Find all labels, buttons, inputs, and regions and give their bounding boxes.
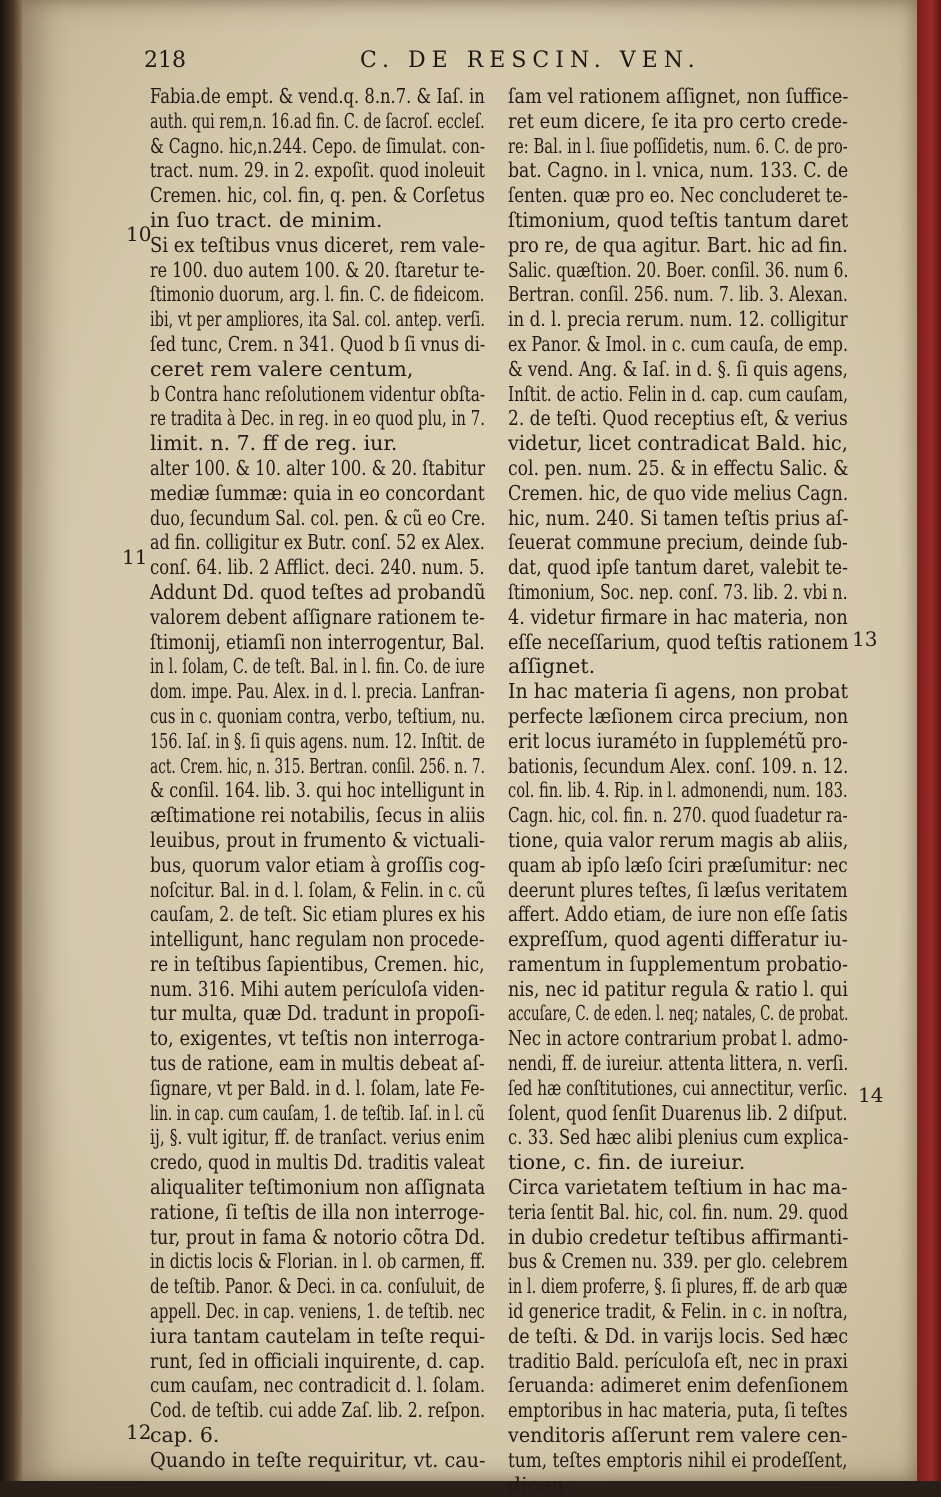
- text-line: duo, ſecundum Sal. col. pen. & cũ eo Cre.: [150, 505, 486, 530]
- running-title: C. DE RESCIN. VEN.: [360, 48, 701, 73]
- text-line: & vend. Ang. & Iaſ. in d. §. ſi quis agens,: [508, 356, 848, 381]
- text-line: quam ab ipſo læſo ſciri præſumitur: nec: [508, 852, 848, 877]
- text-line: in l. diem proferre, §. ſi plures, ff. de arb quæ: [508, 1274, 848, 1299]
- text-line: dicen-: [508, 1472, 572, 1497]
- left-text-column: [150, 84, 485, 1473]
- text-line: perfecte læſionem circa precium, non: [508, 703, 849, 728]
- text-line: ret eum dicere, ſe ita pro certo crede-: [508, 108, 848, 133]
- text-line: Inſtit. de actio. Felin in d. cap. cum cauſam,: [508, 381, 848, 406]
- text-line: Fabia.de empt. & vend.q. 8.n.7. & Iaſ. in: [150, 84, 485, 108]
- book-spine-edge: [0, 0, 22, 1481]
- text-line: deerunt plures teſtes, ſi læſus veritatem: [508, 877, 848, 902]
- text-line: tus de ratione, eam in multis debeat aſ-: [150, 1051, 485, 1076]
- text-line: Cagn. hic, col. fin. n. 270. quod ſuadetur ra-: [508, 803, 848, 828]
- text-line: emptoribus in hac materia, puta, ſi teſtes: [508, 1398, 848, 1423]
- text-line: expreſſum, quod agenti differatur iu-: [508, 927, 848, 952]
- text-line: ſed hæ conſtitutiones, cui annectitur, verſic.: [508, 1075, 848, 1100]
- text-line: col. fin. lib. 4. Rip. in l. admonendi, num. 183.: [508, 778, 848, 803]
- text-line: tract. num. 29. in 2. expoſit. quod inoleuit: [150, 158, 485, 183]
- text-line: pro re, de qua agitur. Bart. hic ad fin.: [508, 232, 848, 257]
- text-line: bat. Cagno. in l. vnica, num. 133. C. de: [508, 158, 849, 183]
- text-line: ſam vel rationem aſſignet, non ſuffice-: [508, 84, 849, 108]
- text-line: ſed tunc, Crem. n 341. Quod b ſi vnus di-: [150, 331, 486, 356]
- text-line: tur multa, quæ Dd. tradunt in propoſi-: [150, 1001, 485, 1026]
- text-line: eſſe neceſſarium, quod teſtis rationem: [508, 629, 849, 654]
- text-line: cus in c. quoniam contra, verbo, teſtium, nu.: [150, 703, 486, 728]
- text-line: & conſil. 164. lib. 3. qui hoc intelligunt in: [150, 778, 485, 803]
- text-line: Addunt Dd. quod teſtes ad probandũ: [150, 579, 486, 604]
- text-line: ex Panor. & Imol. in c. cum cauſa, de emp.: [508, 331, 848, 356]
- text-line: lin. in cap. cum cauſam, 1. de teſtib. Iaſ. in l. cũ: [150, 1100, 485, 1125]
- text-line: aſſignet.: [508, 654, 596, 679]
- text-line: ſtimonium, quod teſtis tantum daret: [508, 207, 849, 232]
- text-line: Cremen. hic, col. fin, q. pen. & Corſetus: [150, 183, 485, 208]
- margin-number: 13: [852, 627, 878, 651]
- text-line: auth. qui rem,n. 16.ad fin. C. de ſacroſ. eccleſ.: [150, 108, 485, 133]
- text-line: in ſuo tract. de minim.: [150, 207, 383, 232]
- text-line: 2. de teſti. Quod receptius eſt, & verius: [508, 406, 848, 431]
- text-line: ramentum in ſupplementum probatio-: [508, 951, 848, 976]
- text-line: ibi, vt per ampliores, ita Sal. col. antep. verſi.: [150, 307, 485, 332]
- right-text-column: [508, 84, 848, 1497]
- text-line: erit locus iuraméto in ſupplemétũ pro-: [508, 728, 848, 753]
- text-line: affert. Addo etiam, de iure non eſſe ſatis: [508, 902, 848, 927]
- text-line: Nec in actore contrarium probat l. admo-: [508, 1026, 849, 1051]
- text-line: bus & Cremen nu. 339. per glo. celebrem: [508, 1249, 848, 1274]
- text-line: appell. Dec. in cap. veniens, 1. de teſtib. nec: [150, 1299, 485, 1324]
- text-line: tione, quia valor rerum magis ab aliis,: [508, 827, 849, 852]
- text-line: c. 33. Sed hæc alibi plenius cum explica-: [508, 1125, 849, 1150]
- text-line: to, exigentes, vt teſtis non interroga-: [150, 1026, 486, 1051]
- text-line: cauſam, 2. de teſt. Sic etiam plures ex his: [150, 902, 486, 927]
- text-line: in dubio credetur teſtibus affirmanti-: [508, 1224, 849, 1249]
- text-line: ſignare, vt per Bald. in d. l. ſolam, late Fe-: [150, 1075, 485, 1100]
- text-line: Circa varietatem teſtium in hac ma-: [508, 1175, 848, 1200]
- text-line: valorem debent aſſignare rationem te-: [150, 604, 485, 629]
- text-line: alter 100. & 10. alter 100. & 20. ſtabitur: [150, 455, 486, 480]
- text-line: In hac materia ſi agens, non probat: [508, 679, 849, 704]
- text-line: re tradita à Dec. in reg. in eo quod plu, in 7.: [150, 406, 485, 431]
- text-line: dat, quod ipſe tantum daret, valebit te-: [508, 555, 848, 580]
- text-line: 4. videtur firmare in hac materia, non: [508, 604, 848, 629]
- text-line: hic, num. 240. Si tamen teſtis prius aſ-: [508, 505, 849, 530]
- text-line: tum, teſtes emptoris nihil ei prodeſſent,: [508, 1447, 848, 1472]
- text-line: iura tantam cautelam in teſte requi-: [150, 1323, 486, 1348]
- text-line: de teſtib. Panor. & Deci. in ca. conſuluit, de: [150, 1274, 485, 1299]
- text-line: Si ex teſtibus vnus diceret, rem vale-: [150, 232, 486, 257]
- text-line: cum cauſam, nec contradicit d. l. ſolam.: [150, 1373, 486, 1398]
- text-line: tur, prout in fama & notorio cõtra Dd.: [150, 1224, 486, 1249]
- text-line: ſolent, quod ſenſit Duarenus lib. 2 diſput.: [508, 1100, 848, 1125]
- text-line: num. 316. Mihi autem perículoſa viden-: [150, 976, 485, 1001]
- text-line: col. pen. num. 25. & in effectu Salic. &: [508, 455, 849, 480]
- text-line: in d. l. precia rerum. num. 12. colligitur: [508, 307, 848, 332]
- text-line: ceret rem valere centum,: [150, 356, 414, 381]
- text-line: ſeuerat commune precium, deinde ſub-: [508, 530, 848, 555]
- text-line: act. Crem. hic, n. 315. Bertran. conſil. 256. n. 7.: [150, 753, 485, 778]
- text-line: intelligunt, hanc regulam non procede-: [150, 927, 485, 952]
- text-line: bus, quorum valor etiam à groſſis cog-: [150, 852, 486, 877]
- text-line: ſtimonio duorum, arg. l. fin. C. de fideicom.: [150, 282, 485, 307]
- text-line: nis, nec id patitur regula & ratio l. qui: [508, 976, 849, 1001]
- text-line: ſtimonij, etiamſi non interrogentur, Bal.: [150, 629, 485, 654]
- text-line: re 100. duo autem 100. & 20. ſtaretur te-: [150, 257, 485, 282]
- text-line: id generice tradit, & Felin. in c. in noſtra,: [508, 1299, 848, 1324]
- text-line: mediæ ſummæ: quia in eo concordant: [150, 480, 485, 505]
- text-line: ij, §. vult igitur, ff. de tranſact. verius enim: [150, 1125, 485, 1150]
- text-line: Cremen. hic, de quo vide melius Cagn.: [508, 480, 849, 505]
- text-line: 156. Iaſ. in §. ſi quis agens. num. 12. Inſtit. de: [150, 728, 485, 753]
- text-line: aliqualiter teſtimonium non aſſignata: [150, 1175, 486, 1200]
- text-line: de teſti. & Dd. in varijs locis. Sed hæc: [508, 1323, 849, 1348]
- text-line: leuibus, prout in frumento & victuali-: [150, 827, 486, 852]
- margin-number: 14: [858, 1083, 884, 1107]
- text-line: limit. n. 7. ff de reg. iur.: [150, 431, 398, 456]
- text-line: b Contra hanc reſolutionem videntur obſta-: [150, 381, 486, 406]
- text-line: ad fin. colligitur ex Butr. conſ. 52 ex Alex.: [150, 530, 485, 555]
- text-line: conſ. 64. lib. 2 Afflict. deci. 240. num. 5.: [150, 555, 485, 580]
- folio-number: 218: [144, 48, 186, 73]
- text-line: videtur, licet contradicat Bald. hic,: [508, 431, 848, 456]
- text-line: ratione, ſi teſtis de illa non interroge-: [150, 1199, 485, 1224]
- text-line: in dictis locis & Florian. in l. ob carmen, ff.: [150, 1249, 486, 1274]
- text-line: Salic. quæſtion. 20. Boer. conſil. 36. num 6.: [508, 257, 849, 282]
- text-line: & Cagno. hic,n.244. Cepo. de ſimulat. con-: [150, 133, 486, 158]
- text-line: dom. impe. Pau. Alex. in d. l. precia. Lanfran-: [150, 679, 485, 704]
- margin-number: 10: [126, 222, 152, 246]
- text-line: noſcitur. Bal. in d. l. ſolam, & Felin. in c. cũ: [150, 877, 486, 902]
- text-line: teria ſentit Bal. hic, col. fin. num. 29. quod: [508, 1199, 849, 1224]
- text-line: accuſare, C. de eden. l. neq; natales, C. de probat.: [508, 1001, 849, 1026]
- text-line: æſtimatione rei notabilis, ſecus in aliis: [150, 803, 486, 828]
- text-line: ſenten. quæ pro eo. Nec concluderet te-: [508, 183, 848, 208]
- text-line: traditio Bald. perículoſa eſt, nec in praxi: [508, 1348, 848, 1373]
- text-line: nendi, ff. de iureiur. attenta littera, n. verſi.: [508, 1051, 849, 1076]
- text-line: Quando in teſte requiritur, vt. cau-: [150, 1447, 486, 1472]
- text-line: venditoris aſſerunt rem valere cen-: [508, 1423, 848, 1448]
- text-line: Bertran. conſil. 256. num. 7. lib. 3. Alexan.: [508, 282, 848, 307]
- text-line: Cod. de teſtib. cui adde Zaſ. lib. 2. reſpon.: [150, 1398, 486, 1423]
- page-header: [120, 48, 880, 78]
- text-line: cap. 6.: [150, 1423, 220, 1448]
- margin-number: 11: [122, 545, 148, 569]
- text-line: ſtimonium, Soc. nep. conſ. 73. lib. 2. vbi n.: [508, 579, 848, 604]
- text-line: bationis, ſecundum Alex. conſ. 109. n. 12.: [508, 753, 849, 778]
- text-line: ſeruanda: adimeret enim defenſionem: [508, 1373, 849, 1398]
- text-line: re in teſtibus ſapientibus, Cremen. hic,: [150, 951, 485, 976]
- text-line: credo, quod in multis Dd. traditis valeat: [150, 1150, 485, 1175]
- text-line: in l. ſolam, C. de teſt. Bal. in l. fin. Co. de iure: [150, 654, 485, 679]
- text-line: tione, c. fin. de iureiur.: [508, 1150, 746, 1175]
- text-line: re: Bal. in l. ſiue poſſidetis, num. 6. C. de pro-: [508, 133, 848, 158]
- text-line: runt, ſed in officiali inquirente, d. cap.: [150, 1348, 486, 1373]
- margin-number: 12: [126, 1420, 152, 1444]
